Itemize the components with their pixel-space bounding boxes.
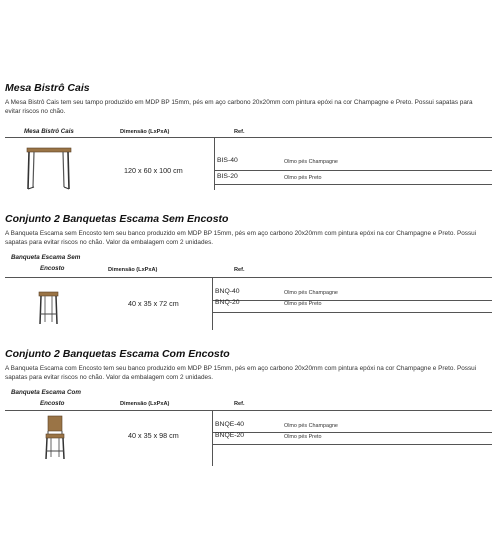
table-row-divider — [214, 184, 492, 185]
section-description: A Mesa Bistrô Cais tem seu tampo produzido em MDP BP 15mm, pés em aço carbono 20x20mm com pintura epóxi na cor Champagne e Preto. Possui sapatas para evitar riscos no chão. — [5, 99, 473, 116]
product-subtitle: Banqueta Escama Com — [11, 389, 81, 396]
product-image-stool — [36, 290, 62, 326]
table-row-divider — [212, 432, 492, 433]
column-header-ref: Ref. — [234, 129, 245, 135]
table-row-divider — [214, 170, 492, 171]
product-image-table — [24, 145, 76, 191]
ref-code: BNQE-40 — [215, 421, 245, 428]
table-top-rule — [5, 137, 492, 138]
variant-label: Olmo pés Champagne — [284, 290, 338, 296]
section-title: Conjunto 2 Banquetas Escama Com Encosto — [5, 348, 230, 360]
table-row-divider — [212, 312, 492, 313]
ref-code: BIS-20 — [217, 173, 238, 180]
ref-code: BIS-40 — [217, 157, 238, 164]
column-header-dimension: Dimensão (LxPxA) — [120, 401, 170, 407]
variant-label: Olmo pés Champagne — [284, 423, 338, 429]
column-header-product: Encosto — [40, 265, 65, 272]
table-column-divider — [212, 410, 213, 466]
dimension-value: 40 x 35 x 98 cm — [128, 431, 179, 440]
dimension-value: 40 x 35 x 72 cm — [128, 299, 179, 308]
section-description: A Banqueta Escama sem Encosto tem seu banco produzido em MDP BP 15mm, pés em aço carbono 20x20mm com pintura epóxi na cor Champagne e Preto. Possui sapatas para evitar riscos no chão. Valor da embalagem com 2 unidades. — [5, 230, 477, 247]
table-top-rule — [5, 410, 492, 411]
column-header-product: Mesa Bistrô Cais — [24, 128, 74, 135]
table-top-rule — [5, 277, 492, 278]
product-subtitle: Banqueta Escama Sem — [11, 254, 81, 261]
table-column-divider — [212, 277, 213, 330]
variant-label: Olmo pés Preto — [284, 434, 322, 440]
ref-code: BNQE-20 — [215, 432, 245, 439]
ref-code: BNQ-20 — [215, 299, 240, 306]
variant-label: Olmo pés Preto — [284, 301, 322, 307]
section-title: Mesa Bistrô Cais — [5, 82, 90, 94]
column-header-dimension: Dimensão (LxPxA) — [108, 267, 158, 273]
column-header-ref: Ref. — [234, 267, 245, 273]
ref-code: BNQ-40 — [215, 288, 240, 295]
section-description: A Banqueta Escama com Encosto tem seu banco produzido em MDP BP 15mm, pés em aço carbono 20x20mm com pintura epóxi na cor Champagne e Preto. Possui sapatas para evitar riscos no chão. Valor da embalagem com 2 unidades. — [5, 365, 477, 382]
dimension-value: 120 x 60 x 100 cm — [124, 166, 183, 175]
variant-label: Olmo pés Champagne — [284, 159, 338, 165]
table-row-divider — [212, 444, 492, 445]
column-header-dimension: Dimensão (LxPxA) — [120, 129, 170, 135]
table-row-divider — [212, 300, 492, 301]
column-header-product: Encosto — [40, 400, 65, 407]
section-title: Conjunto 2 Banquetas Escama Sem Encosto — [5, 213, 229, 225]
table-column-divider — [214, 137, 215, 190]
product-image-stool-backrest — [42, 415, 68, 460]
column-header-ref: Ref. — [234, 401, 245, 407]
variant-label: Olmo pés Preto — [284, 175, 322, 181]
